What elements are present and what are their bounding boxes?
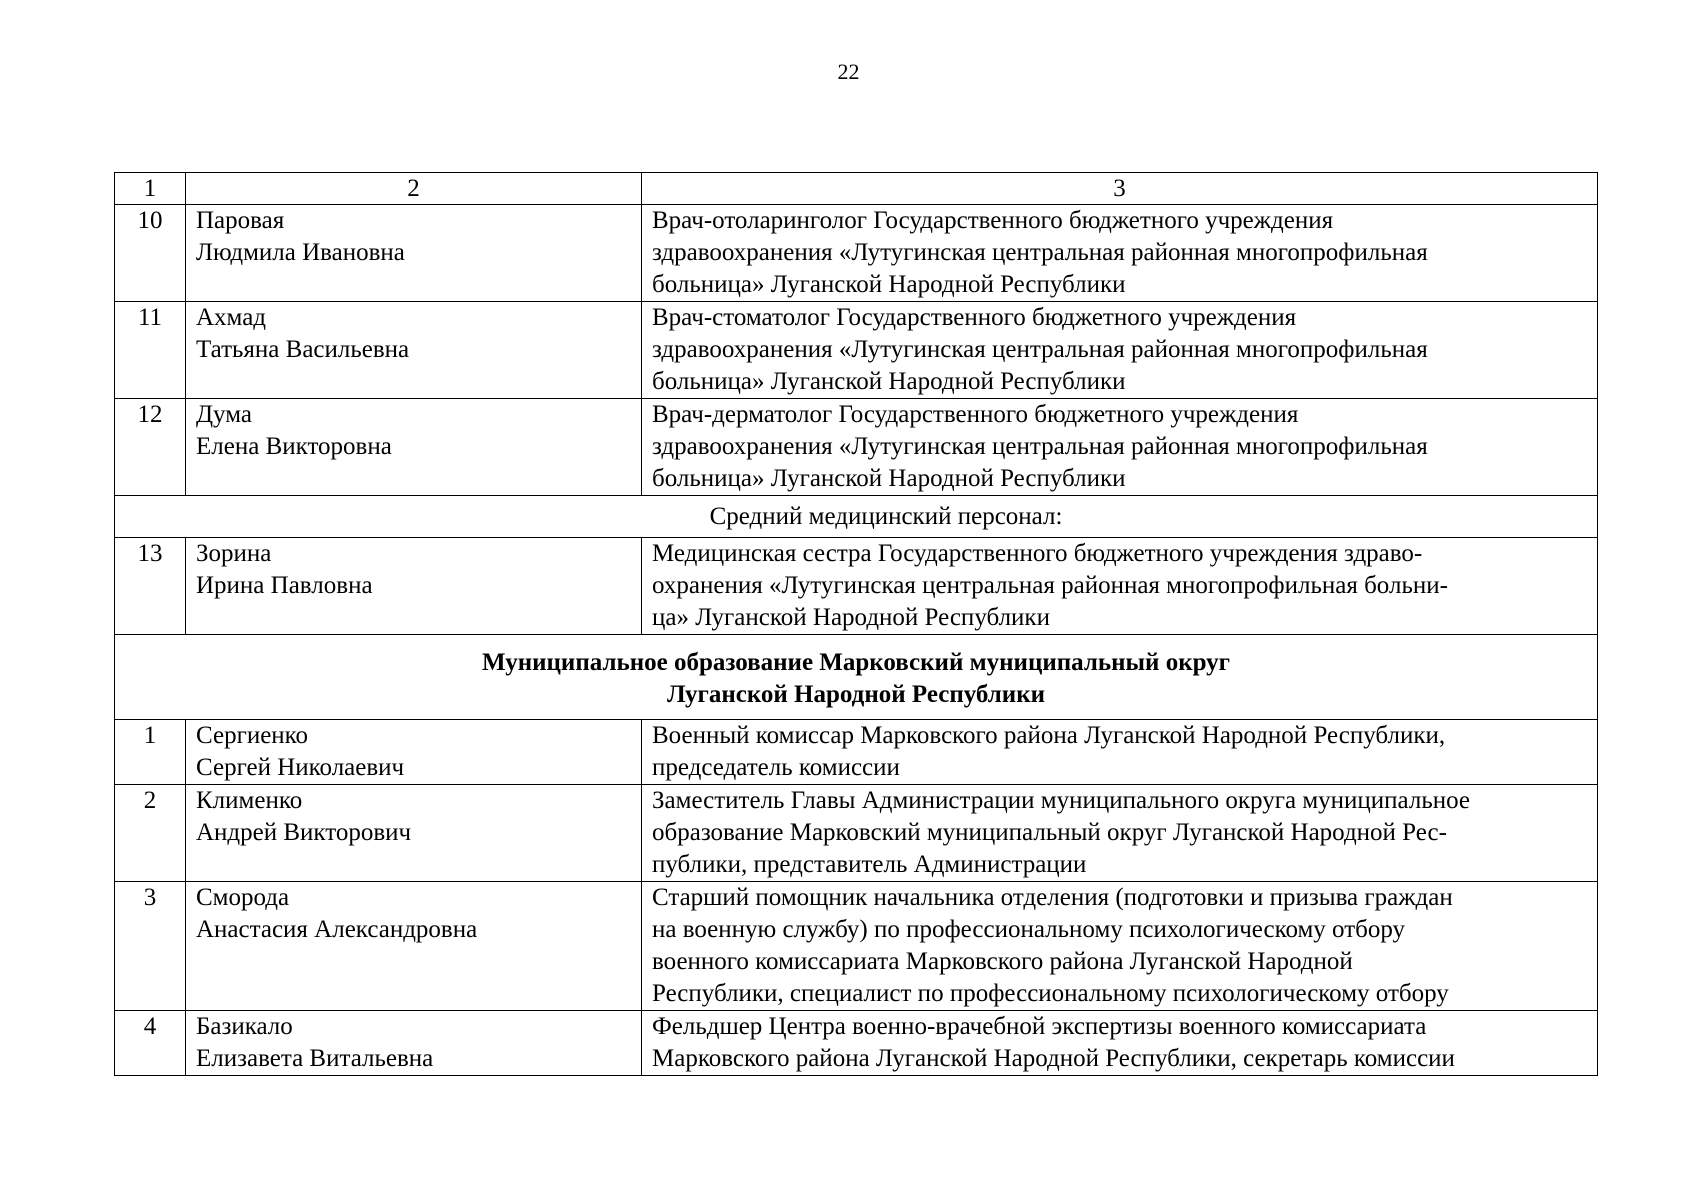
page-number: 22 bbox=[837, 59, 860, 84]
position-line: председатель комиссии bbox=[652, 754, 900, 781]
person-position bbox=[642, 720, 1598, 785]
person-name bbox=[186, 302, 642, 399]
person-given-names: Елена Викторовна bbox=[196, 433, 392, 460]
section-heading-line: Луганской Народной Республики bbox=[666, 681, 1046, 708]
person-surname: Сморода bbox=[196, 884, 290, 911]
person-surname: Клименко bbox=[196, 787, 303, 814]
position-line: Заместитель Главы Администрации муниципального округа муниципальное bbox=[652, 787, 1471, 814]
row-number: 12 bbox=[115, 399, 186, 496]
position-line: здравоохранения «Лутугинская центральная районная многопрофильная bbox=[652, 433, 1428, 460]
person-name bbox=[186, 882, 642, 1011]
person-position bbox=[642, 1011, 1598, 1076]
person-surname: Зорина bbox=[196, 540, 272, 567]
position-line: Врач-отоларинголог Государственного бюджетного учреждения bbox=[652, 207, 1334, 234]
section-heading-row bbox=[115, 635, 1598, 720]
table-row bbox=[115, 538, 1598, 635]
person-given-names: Татьяна Васильевна bbox=[196, 336, 410, 363]
row-number: 4 bbox=[115, 1011, 186, 1076]
position-line: на военную службу) по профессиональному психологическому отбору bbox=[652, 916, 1406, 943]
person-surname: Ахмад bbox=[196, 304, 267, 331]
column-number-1: 1 bbox=[115, 173, 186, 205]
position-line: Медицинская сестра Государственного бюджетного учреждения здраво- bbox=[652, 540, 1423, 567]
table-row bbox=[115, 785, 1598, 882]
position-line: военного комиссариата Марковского района Луганской Народной bbox=[652, 948, 1353, 975]
person-position bbox=[642, 538, 1598, 635]
position-line: больница» Луганской Народной Республики bbox=[652, 465, 1126, 492]
table-row bbox=[115, 205, 1598, 302]
person-name bbox=[186, 399, 642, 496]
person-surname: Базикало bbox=[196, 1013, 293, 1040]
person-surname: Паровая bbox=[196, 207, 285, 234]
row-number: 2 bbox=[115, 785, 186, 882]
person-position bbox=[642, 785, 1598, 882]
column-number-3: 3 bbox=[642, 173, 1598, 205]
person-surname: Сергиенко bbox=[196, 722, 309, 749]
row-number: 11 bbox=[115, 302, 186, 399]
table-row bbox=[115, 720, 1598, 785]
person-given-names: Анастасия Александровна bbox=[196, 916, 478, 943]
position-line: образование Марковский муниципальный округ Луганской Народной Рес- bbox=[652, 819, 1447, 846]
person-position bbox=[642, 399, 1598, 496]
position-line: охранения «Лутугинская центральная районная многопрофильная больни- bbox=[652, 572, 1448, 599]
person-given-names: Елизавета Витальевна bbox=[196, 1045, 434, 1072]
column-number-2: 2 bbox=[186, 173, 642, 205]
table-header-row bbox=[115, 173, 1598, 205]
row-number: 10 bbox=[115, 205, 186, 302]
person-name bbox=[186, 538, 642, 635]
position-line: больница» Луганской Народной Республики bbox=[652, 368, 1126, 395]
position-line: Старший помощник начальника отделения (подготовки и призыва граждан bbox=[652, 884, 1453, 911]
position-line: Фельдшер Центра военно-врачебной экспертизы военного комиссариата bbox=[652, 1013, 1427, 1040]
position-line: Марковского района Луганской Народной Республики, секретарь комиссии bbox=[652, 1045, 1455, 1072]
person-name bbox=[186, 205, 642, 302]
row-number: 3 bbox=[115, 882, 186, 1011]
position-line: ца» Луганской Народной Республики bbox=[652, 604, 1050, 631]
table-row bbox=[115, 1011, 1598, 1076]
section-heading-line: Муниципальное образование Марковский муниципальный округ bbox=[481, 649, 1231, 676]
position-line: Врач-дерматолог Государственного бюджетного учреждения bbox=[652, 401, 1299, 428]
category-subheading: Средний медицинский персонал: bbox=[709, 503, 1063, 530]
position-line: здравоохранения «Лутугинская центральная районная многопрофильная bbox=[652, 239, 1428, 266]
position-line: Врач-стоматолог Государственного бюджетного учреждения bbox=[652, 304, 1297, 331]
position-line: больница» Луганской Народной Республики bbox=[652, 271, 1126, 298]
position-line: публики, представитель Администрации bbox=[652, 851, 1087, 878]
category-subheading-row bbox=[115, 496, 1598, 538]
row-number: 1 bbox=[115, 720, 186, 785]
person-position bbox=[642, 882, 1598, 1011]
person-name bbox=[186, 720, 642, 785]
section-heading-cell bbox=[115, 635, 1598, 720]
person-given-names: Андрей Викторович bbox=[196, 819, 412, 846]
person-given-names: Ирина Павловна bbox=[196, 572, 373, 599]
person-name bbox=[186, 1011, 642, 1076]
person-position bbox=[642, 302, 1598, 399]
position-line: Военный комиссар Марковского района Луганской Народной Республики, bbox=[652, 722, 1446, 749]
person-given-names: Людмила Ивановна bbox=[196, 239, 405, 266]
person-given-names: Сергей Николаевич bbox=[196, 754, 405, 781]
table-row bbox=[115, 302, 1598, 399]
position-line: Республики, специалист по профессиональному психологическому отбору bbox=[652, 980, 1449, 1007]
commission-table bbox=[114, 172, 1598, 1076]
row-number: 13 bbox=[115, 538, 186, 635]
person-surname: Дума bbox=[196, 401, 252, 428]
person-name bbox=[186, 785, 642, 882]
person-position bbox=[642, 205, 1598, 302]
table-row bbox=[115, 399, 1598, 496]
category-subheading-cell bbox=[115, 496, 1598, 538]
table-row bbox=[115, 882, 1598, 1011]
position-line: здравоохранения «Лутугинская центральная районная многопрофильная bbox=[652, 336, 1428, 363]
